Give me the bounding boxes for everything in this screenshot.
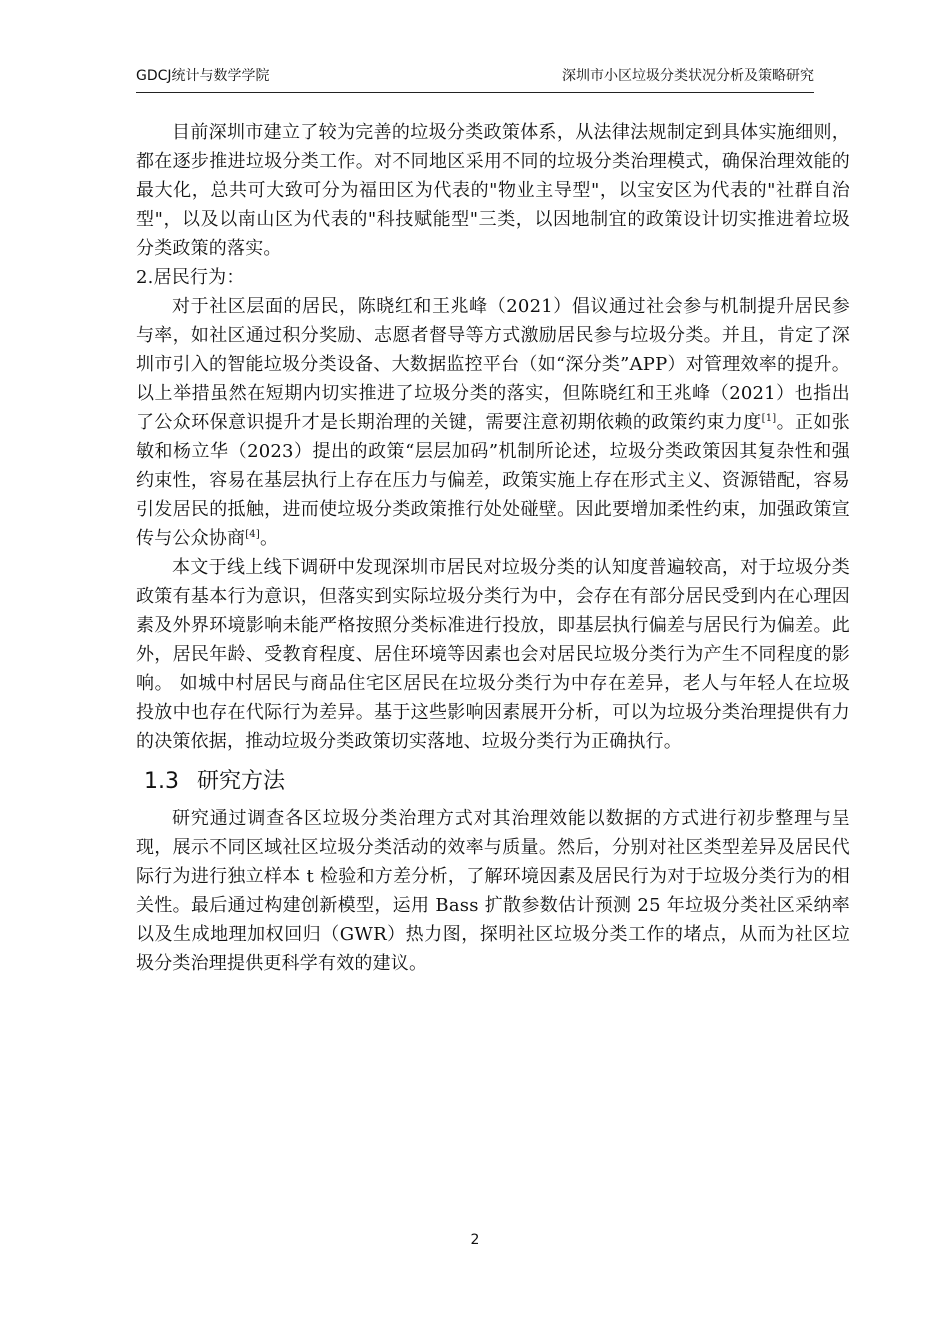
page-content (136, 118, 850, 978)
paragraph-policy-system: 目前深圳市建立了较为完善的垃圾分类政策体系，从法律法规制定到具体实施细则，都在逐步推进垃圾分类工作。对不同地区采用不同的垃圾分类治理模式，确保治理效能的最大化，总共可大致可分为福田区为代表的"物业主导型"，以宝安区为代表的"社群自治型"，以及以南山区为代表的"科技赋能型"三类，以因地制宜的政策设计切实推进着垃圾分类政策的落实。 (136, 122, 850, 259)
paragraph-resident-participation (136, 292, 850, 553)
paragraph-text: 对于社区层面的居民，陈晓红和王兆峰（2021）倡议通过社会参与机制提升居民参与率，如社区通过积分奖励、志愿者督导等方式激励居民参与垃圾分类。并且，肯定了深圳市引入的智能垃圾分类设备、大数据监控平台（如“深分类”APP）对管理效率的提升。以上举措虽然在短期内切实推进了垃圾分类的落实，但陈晓红和王兆峰（2021）也指出了公众环保意识提升才是长期治理的关键，需要注意初期依赖的政策约束力度 (136, 296, 850, 433)
page-number: 2 (470, 1232, 480, 1248)
paragraph-text: 。正如张敏和杨立华（2023）提出的政策“层层加码”机制所论述，垃圾分类政策因其复杂性和强约束性，容易在基层执行上存在压力与偏差，政策实施上存在形式主义、资源错配，容易引发居民的抵触，进而使垃圾分类政策推行处处碰壁。因此要增加柔性约束，加强政策宣传与公众协商 (136, 412, 850, 549)
section-heading (144, 766, 850, 798)
citation-ref-4[interactable]: [4] (245, 529, 260, 540)
section-number: 1.3 (144, 769, 179, 794)
page-header (136, 66, 814, 93)
citation-ref-1[interactable]: [1] (761, 413, 777, 424)
header-paper-title: 深圳市小区垃圾分类状况分析及策略研究 (562, 68, 814, 84)
paragraph-research-method: 研究通过调查各区垃圾分类治理方式对其治理效能以数据的方式进行初步整理与呈现，展示不同区域社区垃圾分类活动的效率与质量。然后，分别对社区类型差异及居民代际行为进行独立样本 t 检验和方差分析，了解环境因素及居民行为对于垃圾分类行为的相关性。最后通过构建创新模型，运用 Bass 扩散参数估计预测 25 年垃圾分类社区采纳率以及生成地理加权回归（GWR）热力图，探明社区垃圾分类工作的堵点，从而为社区垃圾分类治理提供更科学有效的建议。 (136, 808, 850, 974)
paragraph-text: 。 (259, 528, 279, 549)
subheading-resident-behavior: 2.居民行为： (136, 267, 245, 288)
header-school: GDCJ统计与数学学院 (136, 68, 270, 84)
section-title: 研究方法 (197, 769, 286, 794)
paragraph-survey-findings: 本文于线上线下调研中发现深圳市居民对垃圾分类的认知度普遍较高，对于垃圾分类政策有基本行为意识，但落实到实际垃圾分类行为中，会存在有部分居民受到内在心理因素及外界环境影响未能严格按照分类标准进行投放，即基层执行偏差与居民行为偏差。此外，居民年龄、受教育程度、居住环境等因素也会对居民垃圾分类行为产生不同程度的影响。 如城中村居民与商品住宅区居民在垃圾分类行为中存在差异，老人与年轻人在垃圾投放中也存在代际行为差异。基于这些影响因素展开分析，可以为垃圾分类治理提供有力的决策依据，推动垃圾分类政策切实落地、垃圾分类行为正确执行。 (136, 557, 850, 752)
